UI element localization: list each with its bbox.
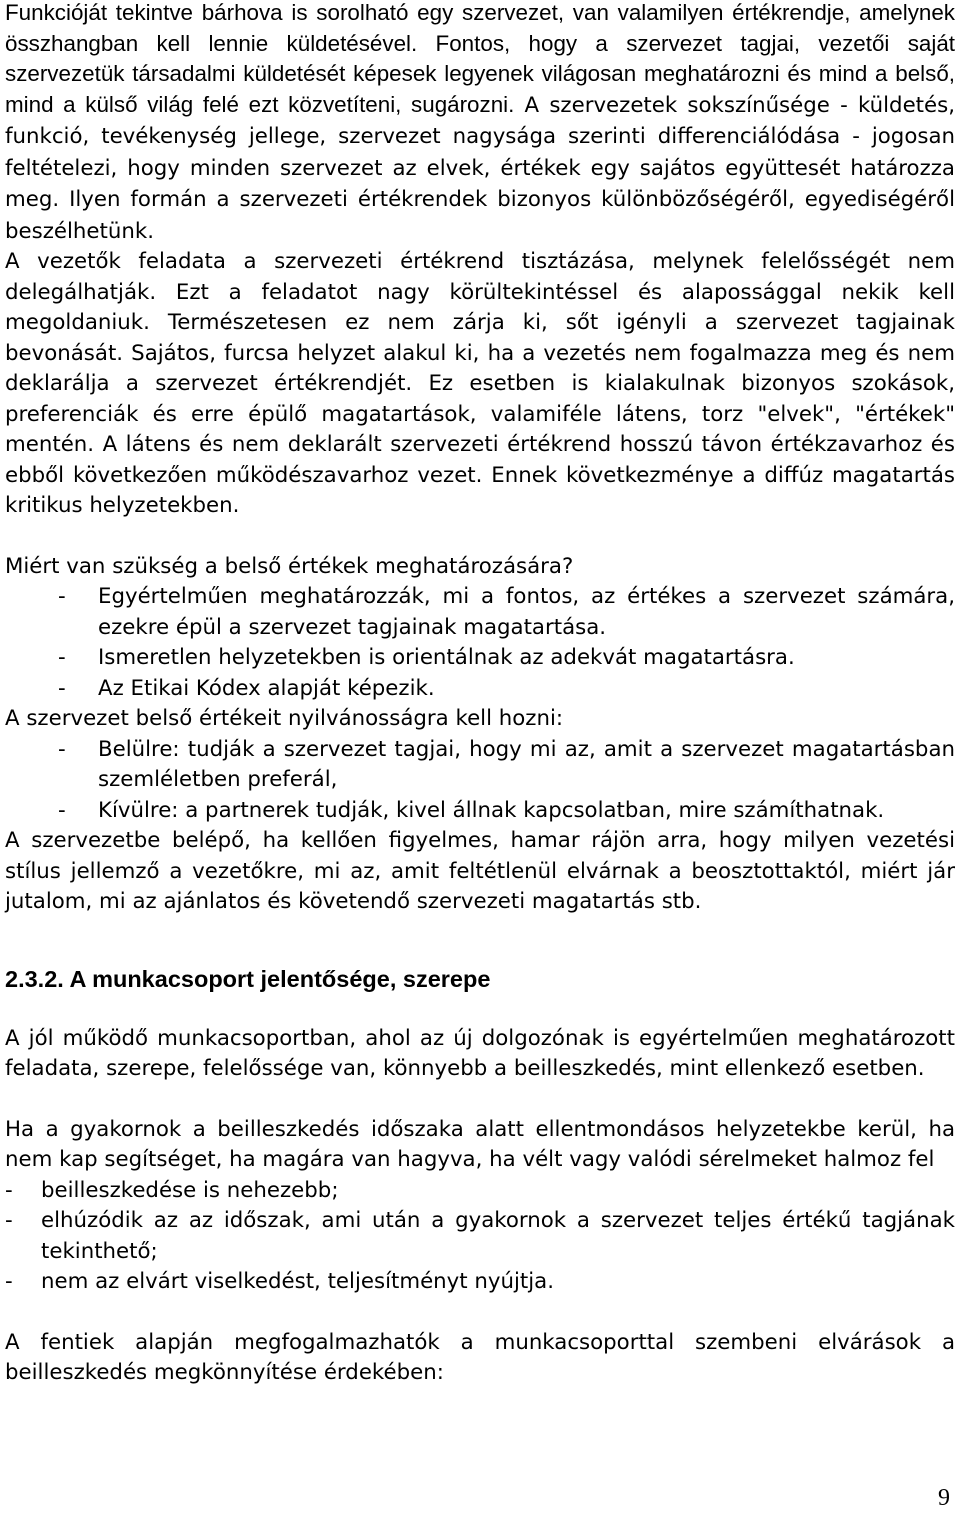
newcomer-paragraph: A szervezetbe belépő, ha kellően figyelmes, hamar rájön arra, hogy milyen vezetési stílus jellemző a vezetőkre, mi az, amit feltétlenül elvárnak a beosztottaktól, miért jár jutalom, mi az ajánlatos és követendő szervezeti magatartás stb.: [5, 828, 955, 914]
leaders-paragraph: A vezetők feladata a szervezeti értékrend tisztázása, melynek felelősségét nem delegálhatják. Ezt a feladatot nagy körültekintéssel és alapossággal nekik kell megoldaniuk. Természetesen ez nem zárja ki, sőt igényli a szervezet tagjainak bevonását. Sajátos, furcsa helyzet alakul ki, ha a vezetés nem fogalmazza meg és nem deklarálja a szervezet értékrendjét. Ez esetben is kialakulnak bizonyos szokások, preferenciák és erre épülő magatartások, valamiféle látens, torz "elvek", "értékek" mentén. A látens és nem deklarált szervezeti értékrend hosszú távon értékzavarhoz és ebből következően működészavarhoz vezet. Ennek következménye a diffúz magatartás kritikus helyzetekben.: [5, 249, 955, 518]
list-item: - Ismeretlen helyzetekben is orientálnak az adekvát magatartásra.: [58, 645, 795, 670]
trainee-list: [5, 1176, 955, 1298]
list-item: - beilleszkedése is nehezebb;: [5, 1177, 339, 1203]
intro-tail-text: A szervezetek sokszínűsége - küldetés, funkció, tevékenység jellege, szervezet nagysága szerinti differenciálódása - jogosan feltételezi, hogy minden szervezet az elvek, értékek egy sajátos együttesét határozza meg. Ilyen formán a szervezeti értékrendek bizonyos különbözőségéről, egyediségéről beszélhetünk.: [5, 92, 955, 244]
why-list: [5, 582, 955, 704]
list-item: - Belülre: tudják a szervezet tagjai, hogy mi az, amit a szervezet magatartásban szemléletben preferál,: [58, 736, 955, 792]
document-page: [5, 0, 955, 1389]
section-heading: 2.3.2. A munkacsoport jelentősége, szerepe: [5, 965, 491, 992]
list-item: - Kívülre: a partnerek tudják, kivel állnak kapcsolatban, mire számíthatnak.: [58, 797, 885, 823]
list-item: - Egyértelműen meghatározzák, mi a fontos, az értékes a szervezet számára, ezekre épül a szervezet tagjainak magatartása.: [58, 584, 955, 640]
intro-arial-text: Funkcióját tekintve bárhova is sorolható egy szervezet, van valamilyen értékrendje, amelynek összhangban kell lennie küldetésével. Fontos, hogy a szervezet tagjai, vezetői saját szervezetük társadalmi küldetését képesek legyenek világosan meghatározni és mind a belső, mind a külső világ felé ezt közvetíteni, sugározni.: [5, 0, 955, 117]
publicity-list: [5, 735, 955, 827]
conclusion-paragraph: A fentiek alapján megfogalmazhatók a munkacsoporttal szembeni elvárások a beilleszkedés megkönnyítése érdekében:: [5, 1329, 955, 1385]
list-item: - elhúzódik az az időszak, ami után a gyakornok a szervezet teljes értékű tagjának tekinthető;: [5, 1208, 955, 1264]
workgroup-paragraph: A jól működő munkacsoportban, ahol az új dolgozónak is egyértelműen meghatározott feladata, szerepe, felelőssége van, könnyebb a beilleszkedés, mint ellenkező esetben.: [5, 1025, 955, 1081]
publicity-paragraph: A szervezet belső értékeit nyilvánosságra kell hozni:: [5, 706, 564, 731]
page-number: 9: [938, 1485, 950, 1511]
question-heading: Miért van szükség a belső értékek meghatározására?: [5, 553, 574, 579]
trainee-paragraph: Ha a gyakornok a beilleszkedés időszaka alatt ellentmondásos helyzetekbe kerül, ha nem kap segítséget, ha magára van hagyva, ha vélt vagy valódi sérelmeket halmoz fel: [5, 1116, 955, 1172]
list-item: - nem az elvárt viselkedést, teljesítményt nyújtja.: [5, 1269, 555, 1294]
intro-paragraph: [5, 0, 955, 247]
list-item: - Az Etikai Kódex alapját képezik.: [58, 675, 435, 701]
